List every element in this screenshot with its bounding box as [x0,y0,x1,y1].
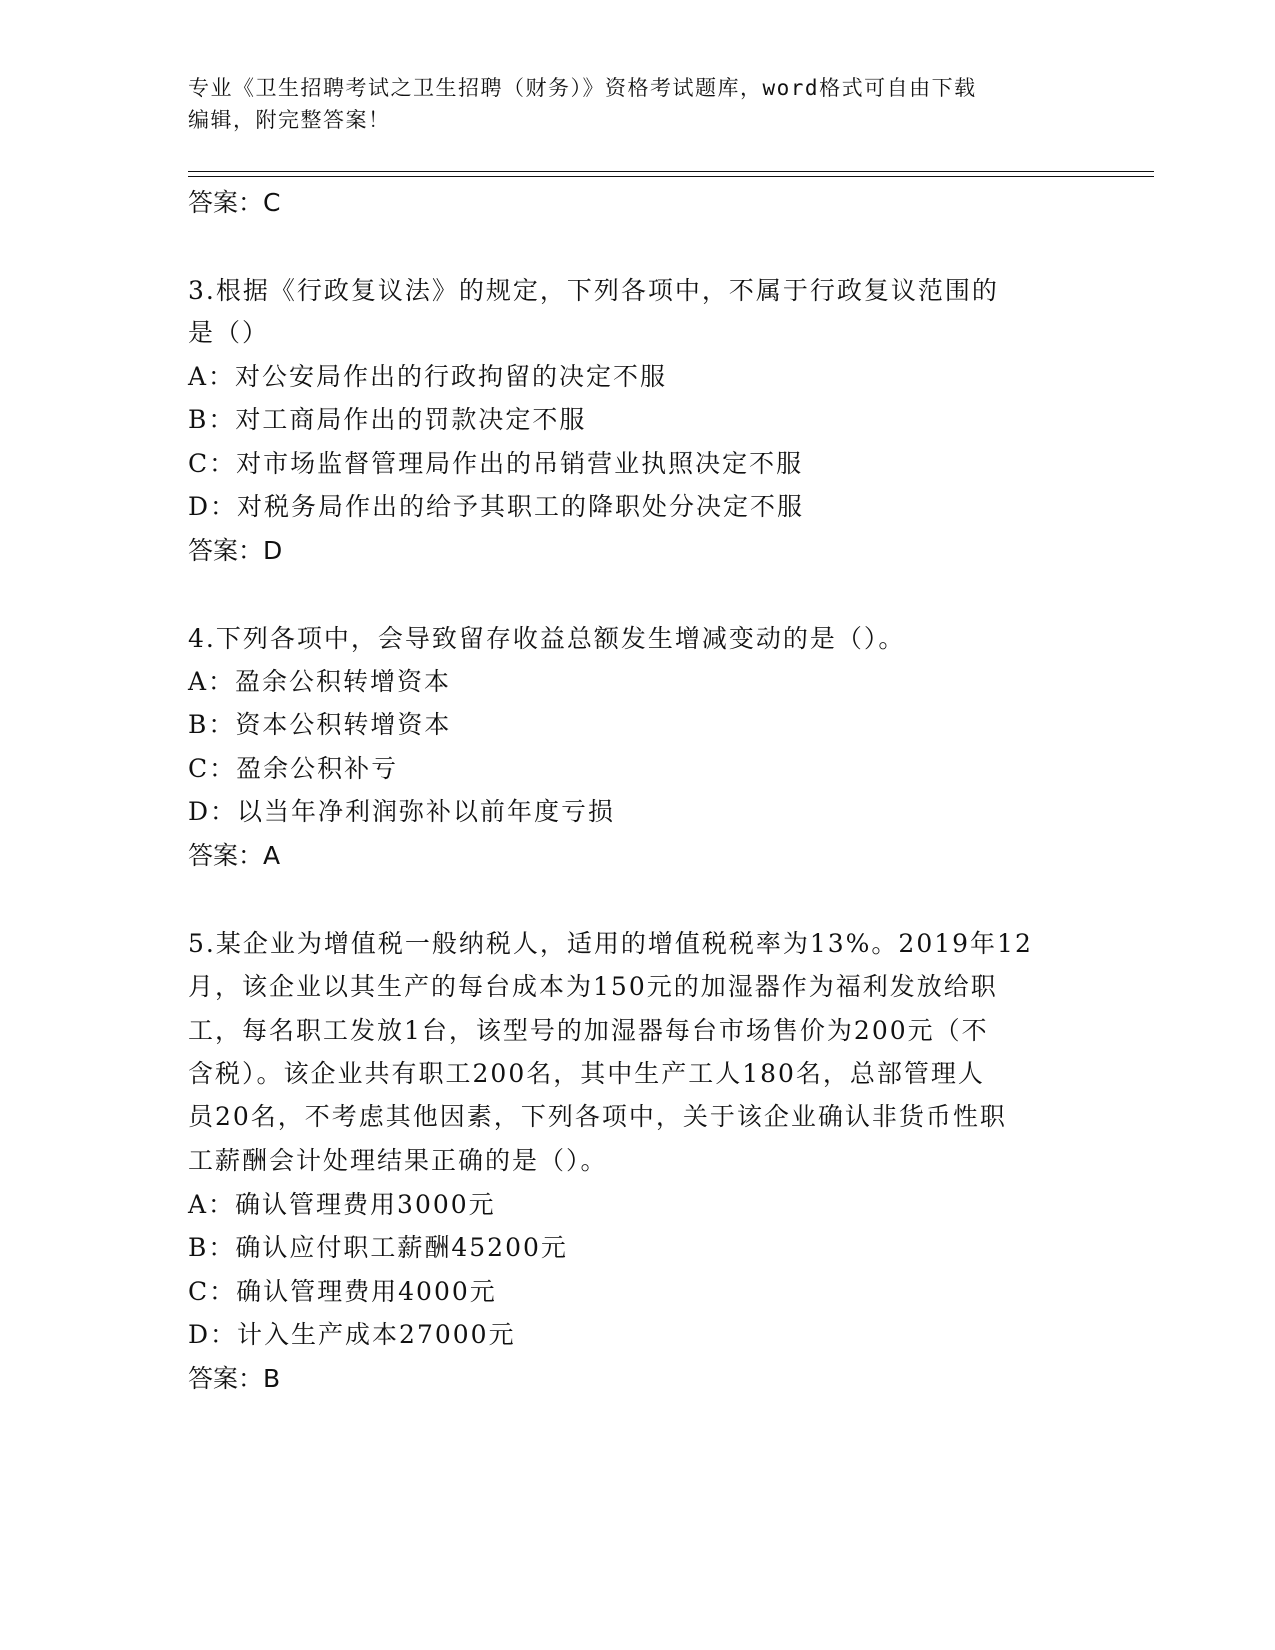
q5-text-line-4: 含税）。该企业共有职工200名，其中生产工人180名，总部管理人 [188,1059,985,1088]
q4-option-b: B：资本公积转增资本 [188,710,452,739]
header-line-2: 编辑，附完整答案！ [188,108,391,132]
q3-option-c: C：对市场监督管理局作出的吊销营业执照决定不服 [188,449,804,478]
q5-option-d: D：计入生产成本27000元 [188,1320,516,1349]
q5-option-b: B：确认应付职工薪酬45200元 [188,1233,568,1262]
q5-text-line-1: 5.某企业为增值税一般纳税人，适用的增值税税率为13%。2019年12 [188,929,1033,958]
q5-option-c: C：确认管理费用4000元 [188,1277,497,1306]
q5-text-line-6: 工薪酬会计处理结果正确的是（）。 [188,1146,608,1175]
q3-option-b: B：对工商局作出的罚款决定不服 [188,405,587,434]
q5-answer: 答案：B [188,1364,281,1393]
q4-option-a: A：盈余公积转增资本 [188,667,452,696]
q4-option-d: D：以当年净利润弥补以前年度亏损 [188,797,616,826]
q5-text-line-2: 月，该企业以其生产的每台成本为150元的加湿器作为福利发放给职 [188,972,998,1001]
q3-answer: 答案：D [188,536,283,565]
header-line-1: 专业《卫生招聘考试之卫生招聘（财务）》资格考试题库，word格式可自由下载 [188,76,977,100]
q3-option-a: A：对公安局作出的行政拘留的决定不服 [188,362,668,391]
q4-answer: 答案：A [188,841,281,870]
header-rule-top [188,171,1154,172]
q5-text-line-5: 员20名，不考虑其他因素，下列各项中，关于该企业确认非货币性职 [188,1102,1007,1131]
answer-prev: 答案：C [188,188,281,217]
q5-option-a: A：确认管理费用3000元 [188,1190,496,1219]
q3-text-line-1: 3.根据《行政复议法》的规定，下列各项中，不属于行政复议范围的 [188,276,999,305]
q4-text-line-1: 4.下列各项中，会导致留存收益总额发生增减变动的是（）。 [188,624,906,653]
q5-text-line-3: 工，每名职工发放1台，该型号的加湿器每台市场售价为200元（不 [188,1016,989,1045]
q4-option-c: C：盈余公积补亏 [188,754,399,783]
q3-text-line-2: 是（） [188,318,270,347]
header-rule-bottom [188,176,1154,177]
q3-option-d: D：对税务局作出的给予其职工的降职处分决定不服 [188,492,805,521]
